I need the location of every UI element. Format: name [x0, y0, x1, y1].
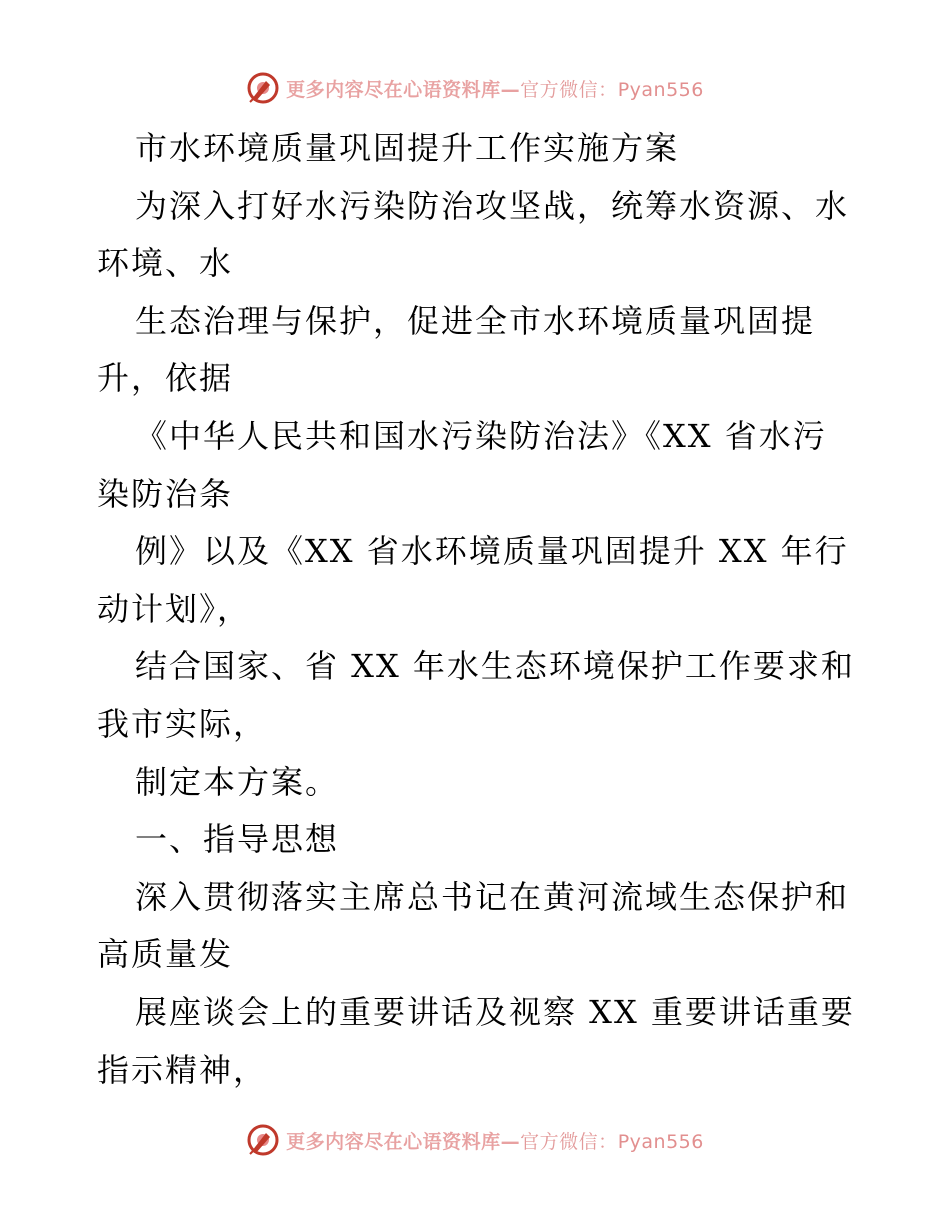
- paragraph-line: 环境、水: [97, 244, 234, 283]
- paragraph-line: 结合国家、省 XX 年水生态环境保护工作要求和: [135, 647, 855, 686]
- watermark-wechat-id: Pyan556: [617, 1130, 704, 1153]
- paragraph-line: 动计划》，: [97, 589, 252, 628]
- paragraph-line: 制定本方案。: [135, 762, 340, 801]
- pen-logo-icon: [246, 71, 280, 105]
- watermark-separator: —: [500, 1130, 521, 1153]
- footer-watermark-text: [286, 1127, 704, 1154]
- pen-logo-icon: [246, 1123, 280, 1157]
- watermark-separator: —: [500, 78, 521, 101]
- paragraph-line: 深入贯彻落实主席总书记在黄河流域生态保护和: [135, 877, 850, 916]
- watermark-wechat-id: Pyan556: [617, 78, 704, 101]
- watermark-main-text: 更多内容尽在心语资料库: [286, 78, 501, 101]
- watermark-main-text: 更多内容尽在心语资料库: [286, 1130, 501, 1153]
- paragraph-line: 升，依据: [97, 359, 234, 398]
- header-watermark-text: [286, 75, 704, 102]
- document-body: [97, 120, 867, 1099]
- paragraph-line: 展座谈会上的重要讲话及视察 XX 重要讲话重要: [135, 992, 855, 1031]
- paragraph-line: 我市实际，: [97, 704, 268, 743]
- document-title: 市水环境质量巩固提升工作实施方案: [135, 129, 680, 167]
- paragraph-line: 高质量发: [97, 935, 234, 974]
- paragraph-line: 指示精神，: [97, 1050, 268, 1089]
- watermark-wechat-label: 官方微信：: [520, 1130, 618, 1153]
- paragraph-line: 为深入打好水污染防治攻坚战，统筹水资源、水: [135, 186, 850, 225]
- watermark-wechat-label: 官方微信：: [520, 78, 618, 101]
- paragraph-line: 例》以及《XX 省水环境质量巩固提升 XX 年行: [135, 532, 849, 571]
- paragraph-line: 染防治条: [97, 474, 234, 513]
- header-watermark-banner: [0, 68, 950, 108]
- paragraph-line: 《中华人民共和国水污染防治法》《XX 省水污: [135, 416, 827, 455]
- paragraph-line: 生态治理与保护，促进全市水环境质量巩固提: [135, 301, 816, 340]
- section-heading: 一、指导思想: [135, 820, 340, 859]
- footer-watermark-banner: [0, 1120, 950, 1160]
